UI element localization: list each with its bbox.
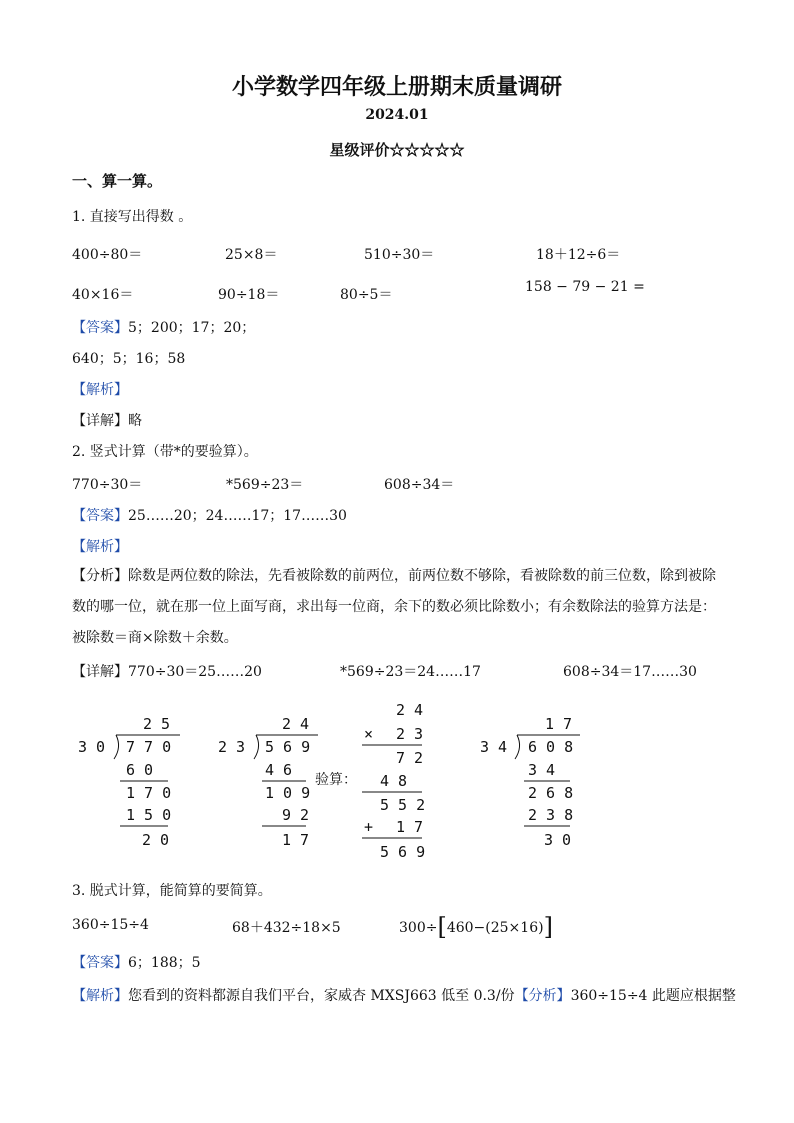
answer-tag: 【答案】 (72, 508, 128, 524)
times-sign: × (364, 725, 374, 743)
q1-prompt: 1. 直接写出得数 。 (72, 209, 193, 225)
division-bracket (254, 735, 259, 759)
quotient: 1 7 (545, 715, 573, 733)
q1-item: 80÷5＝ (340, 287, 393, 303)
fenxi-text: 除数是两位数的除法，先看被除数的前两位，前两位数不够除，看被除数的前三位数，除到被除数的哪一位，就在那一位上面写商，求出每一位商，余下的数必须比除数小；有余数除法的验算方法是：被除数＝商×除数＋余数。 (72, 568, 716, 646)
section-heading: 一、算一算。 (72, 172, 163, 190)
fenxi-tag: 【分析】 (72, 568, 128, 584)
analysis-tag: 【解析】 (72, 988, 128, 1004)
q3-answer (72, 952, 201, 972)
answer-text: 5；200；17；20； (128, 320, 256, 336)
q2-item: 770÷30＝ (72, 477, 143, 493)
q1-item: 25×8＝ (225, 247, 278, 263)
divisor: 3 4 (480, 738, 508, 756)
analysis-tag: 【解析】 (72, 539, 128, 555)
check-label: 验算： (315, 772, 357, 788)
q3-item-bracket (399, 913, 553, 941)
q1-item: 400÷80＝ (72, 247, 143, 263)
quotient: 2 5 (143, 715, 171, 733)
step: 2 6 8 (528, 784, 574, 802)
exam-date: 2024.01 (365, 107, 429, 123)
q3-prompt: 3. 脱式计算，能简算的要简算。 (72, 883, 272, 899)
answer-tag: 【答案】 (72, 955, 128, 971)
partial-2: 4 8 (380, 772, 408, 790)
q3-jiexi (72, 985, 736, 1005)
detail-tag: 【详解】 (72, 664, 128, 680)
fenxi-tag: 【分析】 (514, 988, 571, 1004)
answer-text: 6；188；5 (128, 955, 201, 971)
q3-item: 360÷15÷4 (72, 917, 149, 933)
q3-item: 68＋432÷18×5 (232, 920, 341, 936)
detail-result: 608÷34＝17……30 (563, 664, 697, 680)
dividend: 7 7 0 (126, 738, 172, 756)
q1-answer-cont: 640；5；16；58 (72, 351, 186, 367)
remainder: 2 0 (142, 831, 170, 849)
division-bracket (114, 735, 119, 759)
q2-prompt: 2. 竖式计算（带*的要验算）。 (72, 444, 258, 460)
bracket-inner: 460−(25×16) (446, 920, 544, 936)
detail-tag: 【详解】 (72, 413, 128, 429)
dividend: 5 6 9 (265, 738, 311, 756)
q1-item: 40×16＝ (72, 287, 134, 303)
plus-sign: + (364, 818, 374, 836)
remainder-add: 1 7 (396, 818, 424, 836)
q2-item: *569÷23＝ (226, 477, 304, 493)
watermark-text: 您看到的资料都源自我们平台，家威杏 MXSJ663 低至 0.3/份 (128, 988, 515, 1004)
step: 1 5 0 (126, 806, 172, 824)
step: 6 0 (126, 761, 154, 779)
partial-1: 7 2 (396, 749, 424, 767)
step: 1 7 0 (126, 784, 172, 802)
step: 9 2 (282, 806, 310, 824)
q1-item: 158 − 79 − 21 = (525, 279, 645, 295)
q1-item: 18＋12÷6＝ (536, 247, 621, 263)
check-total: 5 6 9 (380, 843, 426, 861)
step: 1 0 9 (265, 784, 311, 802)
q1-item: 510÷30＝ (364, 247, 435, 263)
step: 3 4 (528, 761, 556, 779)
answer-tag: 【答案】 (72, 320, 128, 336)
dividend: 6 0 8 (528, 738, 574, 756)
division-569-by-23 (218, 715, 318, 849)
q2-item: 608÷34＝ (384, 477, 455, 493)
page-title: 小学数学四年级上册期末质量调研 (231, 74, 562, 100)
division-bracket (515, 735, 520, 759)
remainder: 1 7 (282, 831, 310, 849)
detail-result: 770÷30＝25……20 (128, 664, 262, 680)
division-770-by-30 (78, 715, 180, 849)
step: 4 6 (265, 761, 293, 779)
factor-a: 2 4 (396, 701, 424, 719)
detail-text: 略 (128, 413, 142, 429)
remainder: 3 0 (544, 831, 572, 849)
star-rating: 星级评价☆☆☆☆☆ (329, 141, 465, 159)
answer-text: 25……20；24……17；17……30 (128, 508, 347, 524)
left-square-bracket: [ (437, 913, 447, 941)
right-square-bracket: ] (543, 913, 553, 941)
divisor: 2 3 (218, 738, 246, 756)
q1-item: 90÷18＝ (218, 287, 280, 303)
step: 2 3 8 (528, 806, 574, 824)
analysis-tag: 【解析】 (72, 382, 128, 398)
fenxi-text: 360÷15÷4 此题应根据整 (570, 988, 736, 1004)
quotient: 2 4 (282, 715, 310, 733)
divisor: 3 0 (78, 738, 106, 756)
product: 5 5 2 (380, 796, 426, 814)
factor-b: 2 3 (396, 725, 424, 743)
verification-calc (315, 701, 425, 861)
division-608-by-34 (480, 715, 580, 849)
bracket-prefix: 300÷ (399, 920, 438, 936)
detail-result: *569÷23＝24……17 (340, 664, 481, 680)
